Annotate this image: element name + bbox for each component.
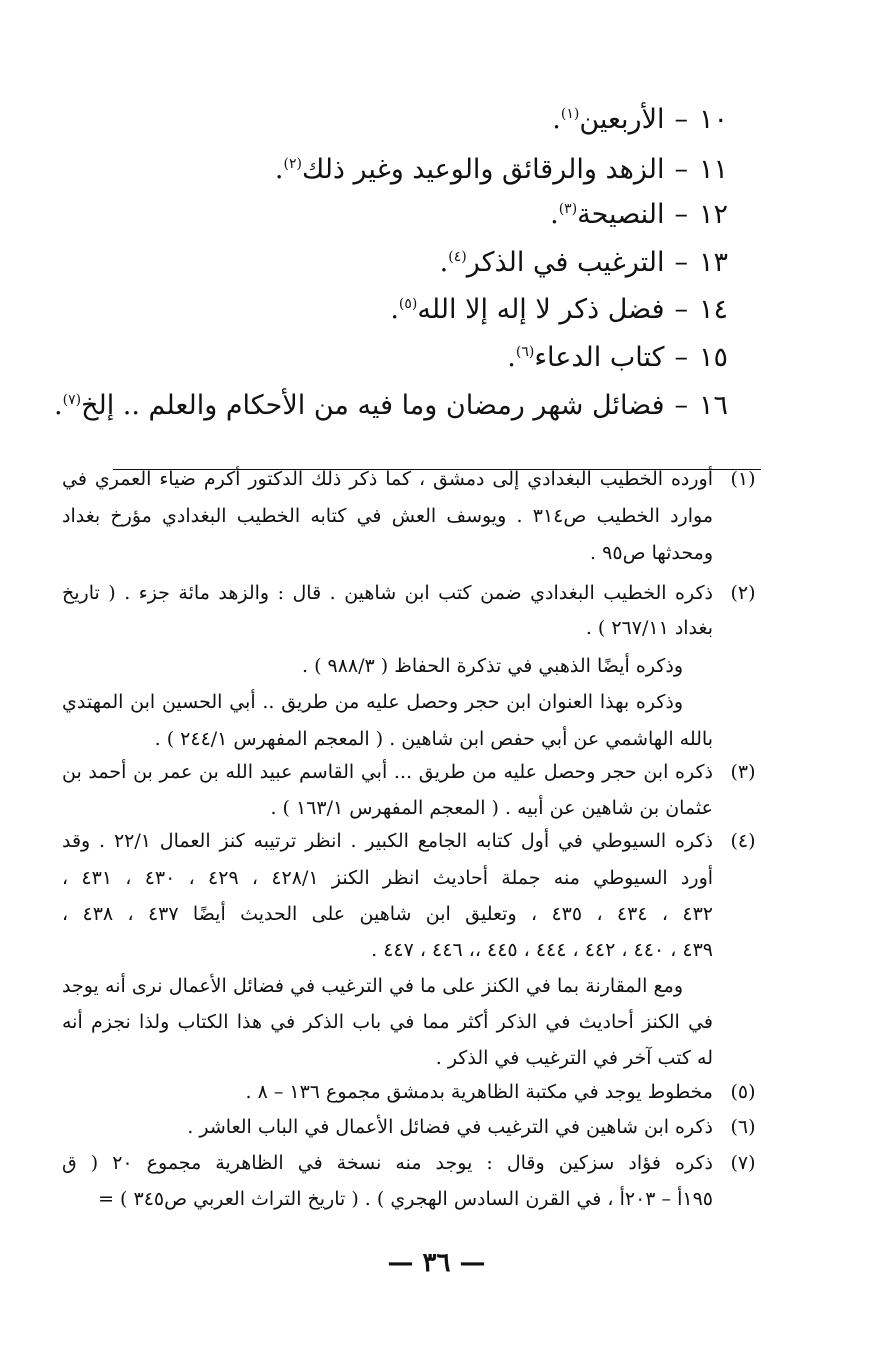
item-title: النصيحة [577, 199, 665, 230]
footnote-number: (٥) [730, 1081, 756, 1103]
item-end: . [550, 199, 559, 230]
item-number: ١٢ [698, 199, 728, 230]
footnote-ref: (٣) [558, 201, 578, 217]
item-title: كتاب الدعاء [534, 342, 665, 373]
footnote-line: ذكره فؤاد سزكين وقال : يوجد منه نسخة في الظاهرية مجموع ٢٠ ( ق [62, 1152, 713, 1174]
item-dash: – [674, 390, 688, 421]
list-item [60, 195, 728, 235]
footnote-number: (١) [730, 468, 756, 490]
footnote-ref: (١) [560, 106, 580, 122]
item-end: . [439, 247, 449, 278]
item-number: ١٤ [698, 294, 728, 325]
item-title: الترغيب في الذكر [466, 247, 665, 278]
list-item [60, 150, 728, 190]
item-end: . [54, 390, 63, 421]
item-title: الزهد والرقائق والوعيد وغير ذلك [301, 154, 665, 185]
footnote-line: ومحدثها ص٩٥ . [590, 542, 713, 564]
item-end: . [552, 104, 561, 135]
footnote-number: (٣) [730, 761, 756, 783]
footnote-number: (٧) [730, 1152, 756, 1174]
footnote-line: ذكره ابن حجر وحصل عليه من طريق ... أبي القاسم عبيد الله بن عمر بن أحمد بن [62, 761, 713, 783]
footnote-line: بالله الهاشمي عن أبي حفص ابن شاهين . ( المعجم المفهرس ٢٤٤/١ ) . [154, 728, 713, 750]
list-item [60, 243, 728, 283]
item-number: ١٥ [698, 342, 728, 373]
footnote-line: أورد السيوطي منه جملة أحاديث انظر الكنز ٤٢٨/١ ، ٤٢٩ ، ٤٣٠ ، ٤٣١ ، [62, 867, 713, 889]
item-end: . [390, 294, 399, 325]
item-end: . [507, 342, 516, 373]
footnote-line: ذكره ابن شاهين في الترغيب في فضائل الأعمال في الباب العاشر . [187, 1116, 713, 1138]
footnote-line: مخطوط يوجد في مكتبة الظاهرية بدمشق مجموع ١٣٦ – ٨ . [245, 1081, 713, 1103]
item-dash: – [674, 199, 688, 230]
footnote-number: (٤) [730, 830, 756, 852]
footnote-line: وذكره بهذا العنوان ابن حجر وحصل عليه من طريق .. أبي الحسين ابن المهتدي [62, 691, 683, 713]
item-number: ١١ [698, 154, 728, 185]
item-end: . [274, 154, 284, 185]
footnote-line: أورده الخطيب البغدادي إلى دمشق ، كما ذكر ذلك الدكتور أكرم ضياء العمري في [62, 468, 713, 490]
footnote-ref: (٦) [515, 344, 535, 360]
footnote-ref: (٢) [283, 156, 302, 172]
item-dash: – [674, 342, 688, 373]
item-dash: – [674, 247, 688, 278]
item-title: فضل ذكر لا إله إلا الله [417, 294, 665, 325]
footnote-line: موارد الخطيب ص٣١٤ . ويوسف العش في كتابه الخطيب البغدادي مؤرخ بغداد [62, 505, 713, 527]
footnote-line: وذكره أيضًا الذهبي في تذكرة الحفاظ ( ٩٨٨/٣ ) . [301, 655, 683, 677]
list-item [54, 386, 728, 426]
footnote-line: له كتب آخر في الترغيب في الذكر . [435, 1047, 713, 1069]
footnote-number: (٢) [730, 582, 756, 604]
footnote-ref: (٥) [398, 296, 418, 312]
item-number: ١٣ [698, 247, 728, 278]
footnote-line: عثمان بن شاهين عن أبيه . ( المعجم المفهرس ١٦٣/١ ) . [270, 797, 713, 819]
item-number: ١٦ [698, 390, 728, 421]
list-item [60, 290, 728, 330]
footnote-line: ذكره الخطيب البغدادي ضمن كتب ابن شاهين . قال : والزهد مائة جزء . ( تاريخ [62, 582, 713, 604]
page-number: — ٣٦ — [387, 1248, 486, 1278]
footnote-line: ذكره السيوطي في أول كتابه الجامع الكبير . انظر ترتيبه كنز العمال ٢٢/١ . وقد [62, 830, 713, 852]
item-dash: – [674, 104, 688, 135]
item-title: فضائل شهر رمضان وما فيه من الأحكام والعلم .. إلخ [81, 390, 665, 421]
footnote-line: ٤٣٢ ، ٤٣٤ ، ٤٣٥ ، وتعليق ابن شاهين على الحديث أيضًا ٤٣٧ ، ٤٣٨ ، [62, 903, 713, 925]
footnote-line: ٤٣٩ ، ٤٤٠ ، ٤٤٢ ، ٤٤٤ ، ٤٤٥ ،، ٤٤٦ ، ٤٤٧ . [371, 939, 713, 961]
footnote-line: في الكنز أحاديث في الذكر أكثر مما في باب الذكر في هذا الكتاب ولذا نجزم أنه [62, 1011, 713, 1033]
list-item [60, 338, 728, 378]
footnote-line: ١٩٥أ – ٢٠٣أ ، في القرن السادس الهجري ) . ( تاريخ التراث العربي ص٣٤٥ ) = [98, 1188, 713, 1210]
footnote-line: بغداد ٢٦٧/١١ ) . [585, 617, 713, 639]
list-item [60, 100, 728, 140]
footnote-ref: (٤) [448, 249, 467, 265]
item-title: الأربعين [579, 104, 665, 135]
footnote-number: (٦) [730, 1116, 756, 1138]
footnote-ref: (٧) [62, 392, 82, 408]
item-dash: – [674, 294, 688, 325]
item-number: ١٠ [698, 104, 728, 135]
item-dash: – [674, 154, 688, 185]
footnote-line: ومع المقارنة بما في الكنز على ما في الترغيب في فضائل الأعمال نرى أنه يوجد [62, 975, 683, 997]
